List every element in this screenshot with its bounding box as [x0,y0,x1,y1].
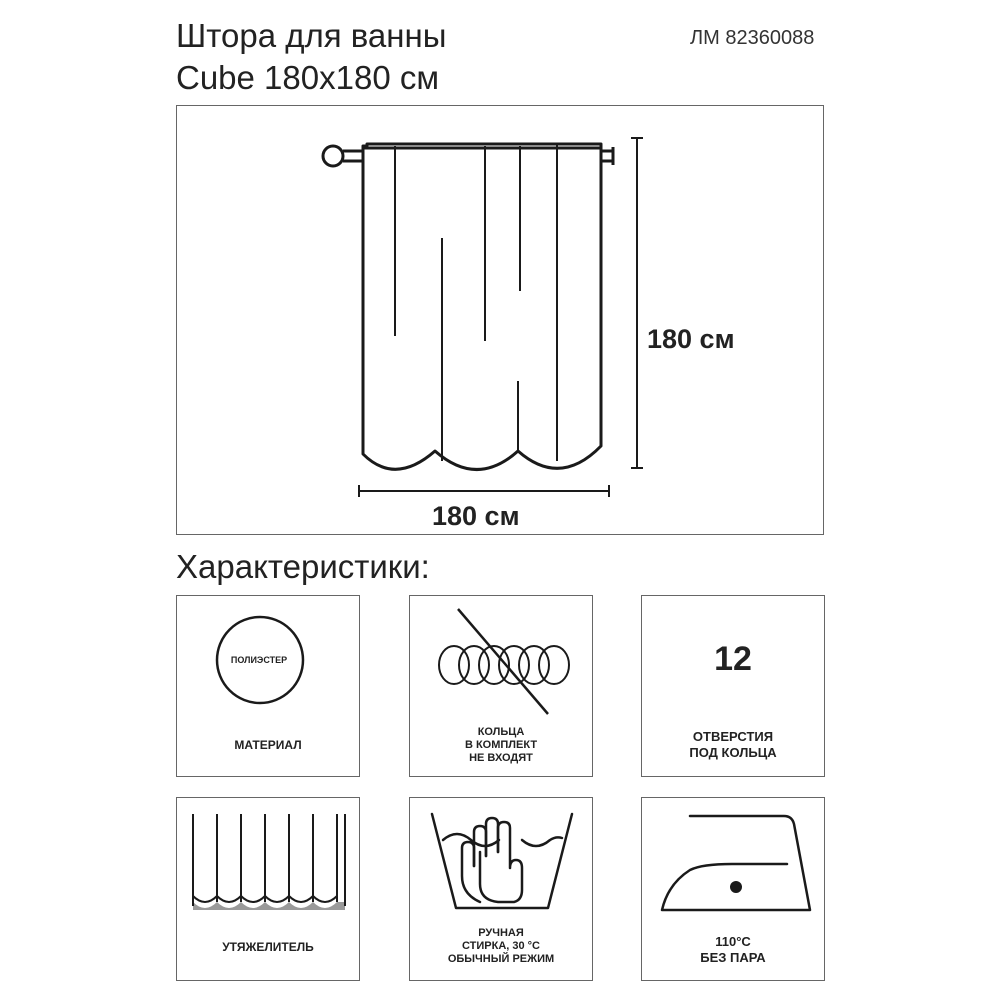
card-material [176,595,360,777]
card-holes [641,595,825,777]
material-caption: МАТЕРИАЛ [234,738,302,752]
curtain-dimension-diagram [176,105,824,535]
card-iron [641,797,825,981]
product-title-line-2: Cube 180x180 см [176,59,440,96]
rings-caption: КОЛЬЦА В КОМПЛЕКТ НЕ ВХОДЯТ [464,726,538,764]
material-circle-text: ПОЛИЭСТЕР [230,655,288,665]
holes-count: 12 [714,640,752,678]
weighted-hem-icon [177,798,361,982]
holes-caption: ОТВЕРСТИЯ ПОД КОЛЬЦА [689,729,777,760]
card-weight [176,797,360,981]
height-dimension-label: 180 см [647,324,735,354]
iron-caption: 110°С БЕЗ ПАРА [700,934,766,965]
weight-caption: УТЯЖЕЛИТЕЛЬ [222,940,314,954]
characteristics-heading: Характеристики: [176,548,430,585]
product-code: ЛМ 82360088 [690,27,815,49]
card-rings [409,595,593,777]
product-title-line-1: Штора для ванны [176,17,447,54]
curtain-icon [177,106,825,536]
width-dimension-label: 180 см [432,501,520,531]
card-wash [409,797,593,981]
wash-caption: РУЧНАЯ СТИРКА, 30 °С ОБЫЧНЫЙ РЕЖИМ [447,927,555,965]
